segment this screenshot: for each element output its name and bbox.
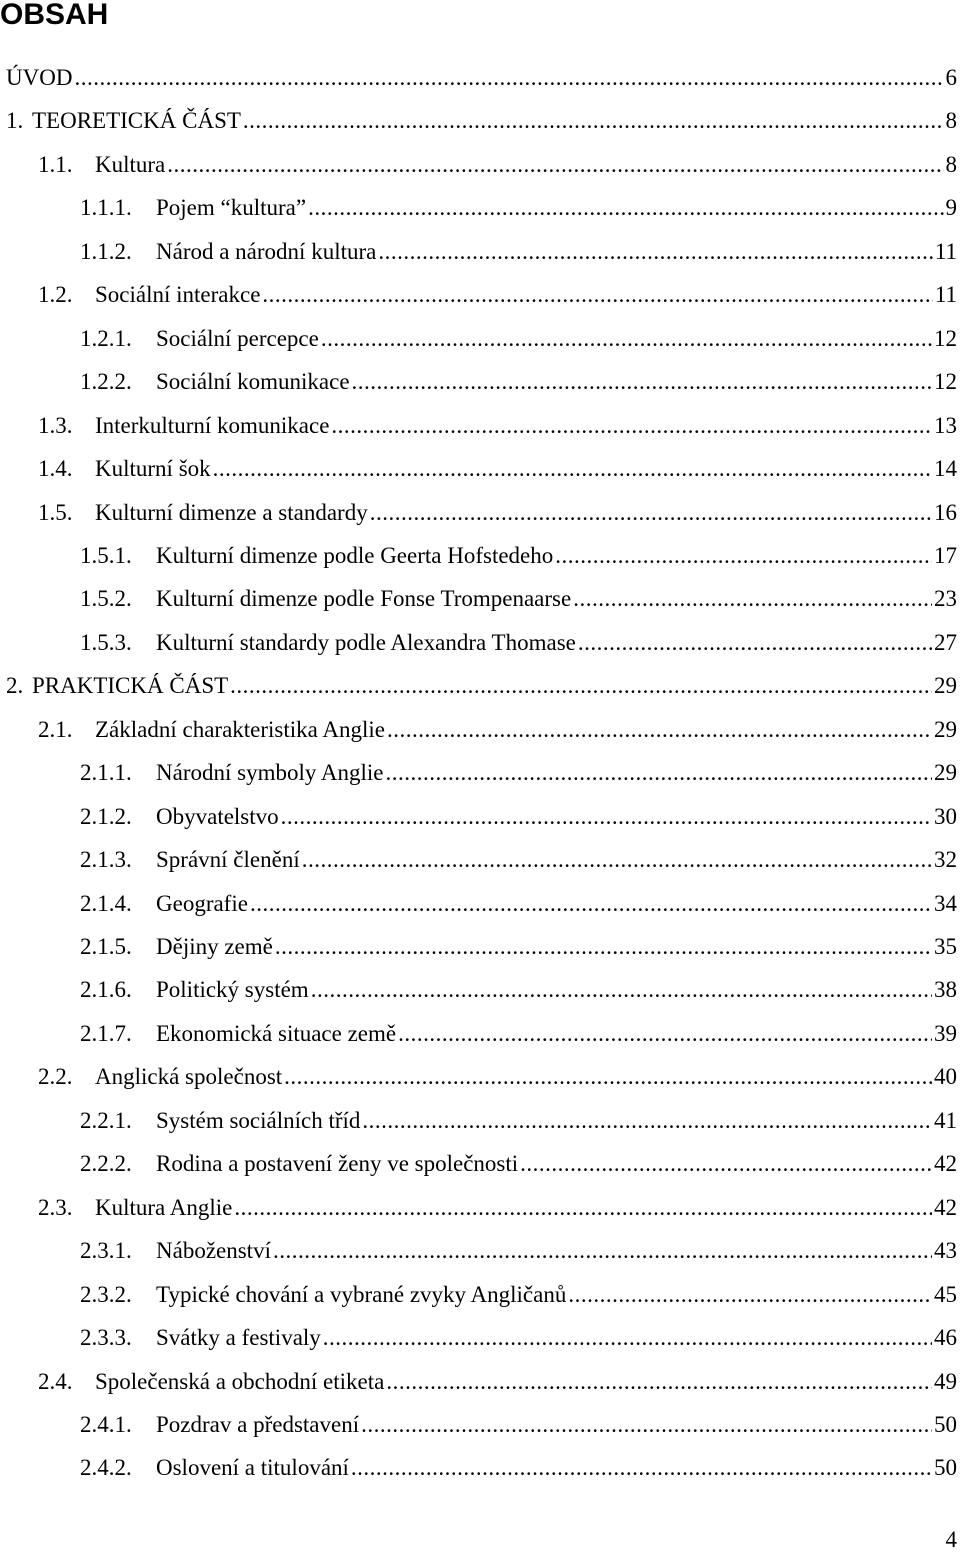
toc-entry-number: 1.1.1. — [80, 195, 132, 221]
toc-entry[interactable] — [38, 454, 957, 484]
toc-dot-leader — [578, 628, 932, 658]
toc-entry-number: 2.1.6. — [80, 977, 132, 1003]
toc-entry-title: Rodina a postavení ženy ve společnosti — [156, 1151, 519, 1177]
toc-dot-leader — [308, 193, 943, 223]
toc-dot-leader — [387, 715, 932, 745]
toc-entry-page: 29 — [934, 673, 957, 699]
toc-entry-title: Politický systém — [156, 977, 309, 1003]
toc-entry-title: Ekonomická situace země — [156, 1020, 397, 1046]
toc-dot-leader — [250, 889, 932, 919]
toc-entry-page: 29 — [934, 716, 957, 742]
toc-entry-title: TEORETICKÁ ČÁST — [32, 108, 241, 134]
toc-entry-title: Sociální interakce — [95, 282, 261, 308]
toc-entry[interactable] — [80, 975, 957, 1005]
toc-entry-page: 29 — [934, 760, 957, 786]
toc-dot-leader — [213, 454, 932, 484]
toc-entry-number: 1.3. — [38, 412, 73, 438]
toc-entry[interactable] — [80, 845, 957, 875]
toc-entry-page: 16 — [934, 499, 957, 525]
toc-entry-number: 1.1. — [38, 151, 73, 177]
toc-entry-title: Národní symboly Anglie — [156, 760, 384, 786]
toc-entry-title: Kulturní dimenze a standardy — [95, 499, 368, 525]
toc-entry-page: 39 — [934, 1020, 957, 1046]
toc-entry-number: 1. — [6, 108, 24, 134]
toc-entry-page: 50 — [934, 1455, 957, 1481]
toc-entry[interactable] — [80, 584, 957, 614]
toc-entry[interactable] — [38, 280, 957, 310]
toc-entry-page: 11 — [934, 238, 957, 264]
toc-entry-number: 1.4. — [38, 456, 73, 482]
toc-dot-leader — [362, 1106, 932, 1136]
toc-entry[interactable] — [80, 1236, 957, 1266]
toc-dot-leader — [361, 1410, 932, 1440]
toc-entry-title: Kulturní šok — [95, 456, 211, 482]
toc-entry-number: 2.1.1. — [80, 760, 132, 786]
toc-dot-leader — [302, 845, 932, 875]
toc-dot-leader — [321, 324, 932, 354]
toc-entry-number: 2.2.1. — [80, 1107, 132, 1133]
toc-entry-page: 43 — [934, 1238, 957, 1264]
toc-dot-leader — [284, 1062, 932, 1092]
toc-entry-page: 13 — [934, 412, 957, 438]
toc-entry[interactable] — [80, 628, 957, 658]
toc-entry-page: 38 — [934, 977, 957, 1003]
toc-entry-page: 27 — [934, 629, 957, 655]
toc-entry[interactable] — [80, 1149, 957, 1179]
toc-entry-title: Kulturní dimenze podle Geerta Hofstedeho — [156, 542, 554, 568]
toc-entry[interactable] — [80, 237, 957, 267]
toc-entry-page: 46 — [934, 1325, 957, 1351]
toc-dot-leader — [262, 280, 932, 310]
toc-dot-leader — [331, 411, 932, 441]
toc-dot-leader — [311, 975, 932, 1005]
toc-dot-leader — [555, 541, 932, 571]
toc-dot-leader — [273, 1236, 932, 1266]
toc-entry-number: 1.2.1. — [80, 325, 132, 351]
toc-entry-page: 8 — [945, 108, 957, 134]
toc-entry-title: Kultura Anglie — [95, 1194, 233, 1220]
toc-entry-title: Správní členění — [156, 847, 300, 873]
toc-dot-leader — [167, 150, 943, 180]
toc-dot-leader — [351, 1453, 932, 1483]
toc-entry-title: Kultura — [95, 151, 166, 177]
toc-entry-page: 9 — [945, 195, 957, 221]
toc-entry-number: 2.1.3. — [80, 847, 132, 873]
toc-entry-title: PRAKTICKÁ ČÁST — [32, 673, 229, 699]
toc-entry[interactable] — [38, 1062, 957, 1092]
toc-entry-number: 2.3.2. — [80, 1281, 132, 1307]
toc-entry[interactable] — [38, 715, 957, 745]
toc-dot-leader — [275, 932, 932, 962]
toc-entry[interactable] — [80, 889, 957, 919]
toc-dot-leader — [398, 1019, 932, 1049]
toc-dot-leader — [234, 1193, 932, 1223]
toc-dot-leader — [568, 1280, 932, 1310]
toc-entry-page: 30 — [934, 803, 957, 829]
toc-entry[interactable] — [6, 63, 957, 93]
toc-entry-title: Kulturní standardy podle Alexandra Thomase — [156, 629, 576, 655]
toc-entry-title: Společenská a obchodní etiketa — [95, 1368, 385, 1394]
toc-entry[interactable] — [6, 671, 957, 701]
toc-entry-number: 2.2. — [38, 1064, 73, 1090]
toc-entry-page: 11 — [934, 282, 957, 308]
toc-entry-number: 1.5.1. — [80, 542, 132, 568]
toc-entry-number: 2.4. — [38, 1368, 73, 1394]
toc-entry-title: Svátky a festivaly — [156, 1325, 321, 1351]
toc-entry-number: 2. — [6, 673, 24, 699]
toc-entry-page: 12 — [934, 369, 957, 395]
toc-entry-title: Pozdrav a představení — [156, 1411, 360, 1437]
toc-entry-page: 42 — [934, 1194, 957, 1220]
toc-entry-title: Pojem “kultura” — [156, 195, 307, 221]
toc-entry-number: 2.1.2. — [80, 803, 132, 829]
toc-dot-leader — [385, 758, 932, 788]
page-title: OBSAH — [0, 0, 109, 31]
toc-entry-title: Sociální percepce — [156, 325, 319, 351]
toc-entry[interactable] — [80, 193, 957, 223]
toc-dot-leader — [352, 367, 932, 397]
toc-entry[interactable] — [80, 1280, 957, 1310]
toc-entry-title: Typické chování a vybrané zvyky Angličanů — [156, 1281, 567, 1307]
toc-entry[interactable] — [80, 932, 957, 962]
toc-entry-title: Sociální komunikace — [156, 369, 350, 395]
toc-entry[interactable] — [38, 1367, 957, 1397]
toc-entry-title: Interkulturní komunikace — [95, 412, 330, 438]
toc-entry-number: 1.2.2. — [80, 369, 132, 395]
toc-entry-number: 2.3.1. — [80, 1238, 132, 1264]
toc-entry-page: 23 — [934, 586, 957, 612]
toc-entry-title: Kulturní dimenze podle Fonse Trompenaarse — [156, 586, 572, 612]
toc-entry-page: 8 — [945, 151, 957, 177]
toc-entry-number: 1.5.2. — [80, 586, 132, 612]
page-number: 4 — [945, 1527, 957, 1552]
toc-entry[interactable] — [80, 1453, 957, 1483]
toc-entry[interactable] — [38, 150, 957, 180]
toc-entry-page: 49 — [934, 1368, 957, 1394]
toc-entry-page: 17 — [934, 542, 957, 568]
toc-entry-number: 1.5. — [38, 499, 73, 525]
toc-entry-title: Systém sociálních tříd — [156, 1107, 361, 1133]
toc-entry-title: Náboženství — [156, 1238, 271, 1264]
toc-dot-leader — [230, 671, 932, 701]
toc-entry-number: 2.3. — [38, 1194, 73, 1220]
toc-entry-number: 2.1. — [38, 716, 73, 742]
toc-entry-page: 40 — [934, 1064, 957, 1090]
toc-entry[interactable] — [6, 106, 957, 136]
toc-entry[interactable] — [80, 758, 957, 788]
toc-entry-number: 2.1.4. — [80, 890, 132, 916]
toc-entry-number: 1.5.3. — [80, 629, 132, 655]
toc-entry-page: 42 — [934, 1151, 957, 1177]
toc-entry-page: 41 — [934, 1107, 957, 1133]
toc-entry-page: 14 — [934, 456, 957, 482]
toc-entry-page: 32 — [934, 847, 957, 873]
toc-entry[interactable] — [80, 1019, 957, 1049]
toc-entry-title: Základní charakteristika Anglie — [95, 716, 385, 742]
toc-entry-title: Oslovení a titulování — [156, 1455, 349, 1481]
toc-entry-title: ÚVOD — [6, 65, 73, 90]
toc-entry-page: 6 — [945, 65, 957, 90]
toc-entry-page: 35 — [934, 934, 957, 959]
toc-entry-number: 2.4.2. — [80, 1455, 132, 1481]
toc-entry[interactable] — [80, 367, 957, 397]
toc-entry[interactable] — [80, 324, 957, 354]
toc-dot-leader — [573, 584, 932, 614]
toc-entry-page: 34 — [934, 890, 957, 916]
toc-dot-leader — [520, 1149, 932, 1179]
toc-dot-leader — [323, 1323, 932, 1353]
toc-entry-title: Obyvatelstvo — [156, 803, 279, 829]
toc-entry[interactable] — [38, 411, 957, 441]
toc-dot-leader — [74, 63, 943, 93]
toc-entry-page: 12 — [934, 325, 957, 351]
toc-entry-number: 1.2. — [38, 282, 73, 308]
toc-dot-leader — [281, 802, 932, 832]
toc-entry-number: 2.1.7. — [80, 1020, 132, 1046]
toc-dot-leader — [370, 498, 932, 528]
toc-entry[interactable] — [38, 1193, 957, 1223]
toc-entry-title: Dějiny země — [156, 934, 273, 959]
toc-entry[interactable] — [38, 498, 957, 528]
toc-entry-page: 50 — [934, 1411, 957, 1437]
toc-entry-title: Geografie — [156, 890, 248, 916]
toc-entry-title: Anglická společnost — [95, 1064, 283, 1090]
toc-entry-number: 1.1.2. — [80, 238, 132, 264]
toc-entry-number: 2.3.3. — [80, 1325, 132, 1351]
toc-entry-page: 45 — [934, 1281, 957, 1307]
toc-entry-number: 2.4.1. — [80, 1411, 132, 1437]
toc-entry[interactable] — [80, 1106, 957, 1136]
toc-entry[interactable] — [80, 1410, 957, 1440]
toc-entry[interactable] — [80, 1323, 957, 1353]
toc-entry-number: 2.1.5. — [80, 934, 132, 959]
toc-dot-leader — [386, 1367, 932, 1397]
toc-entry[interactable] — [80, 541, 957, 571]
toc-dot-leader — [378, 237, 933, 267]
toc-entry-number: 2.2.2. — [80, 1151, 132, 1177]
toc-entry[interactable] — [80, 802, 957, 832]
toc-dot-leader — [243, 106, 944, 136]
toc-entry-title: Národ a národní kultura — [156, 238, 377, 264]
